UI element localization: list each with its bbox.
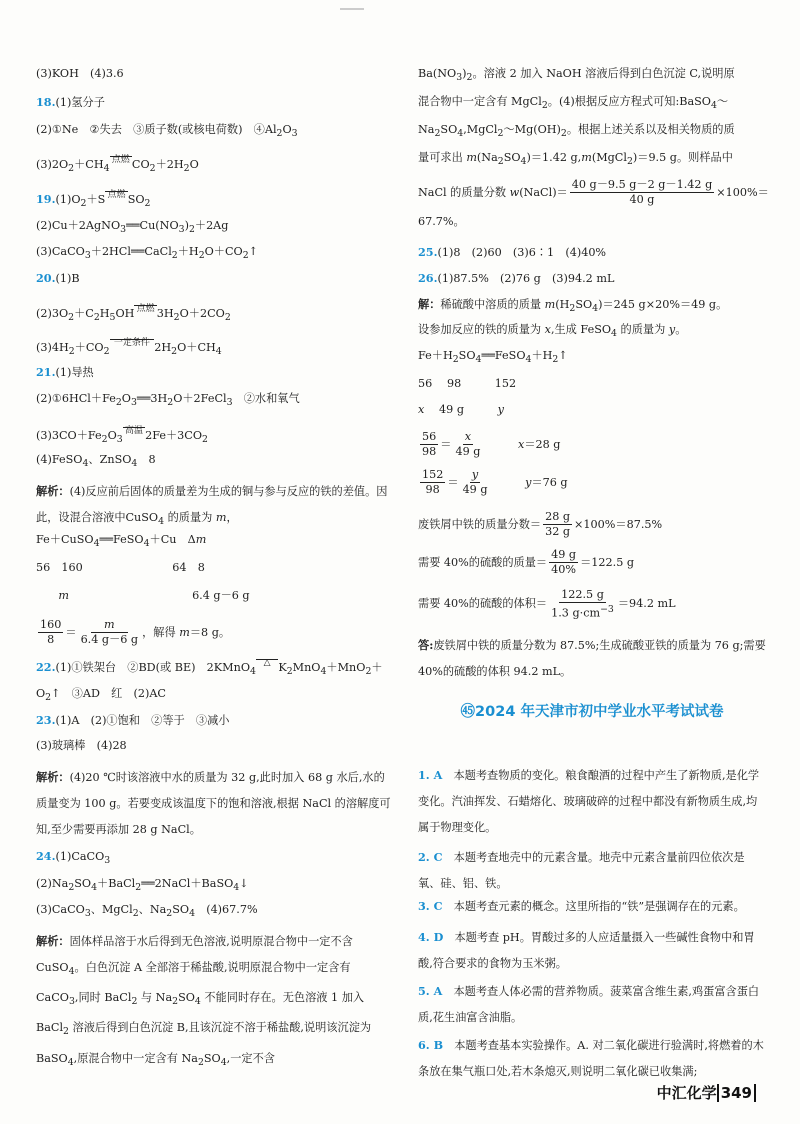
right-line-0 — [418, 66, 735, 86]
question-number: 23. — [36, 713, 56, 727]
line-text: 56 98 152 — [418, 377, 517, 390]
right-line-10 — [418, 348, 568, 368]
left-line-16 — [36, 560, 205, 576]
line-text: (1)CaCO$_3$ — [55, 850, 111, 867]
right-line-3 — [418, 150, 733, 170]
line-text: $(3)2O_2+CH_4$ 点燃 $CO_2+2H_2O$ — [36, 155, 199, 175]
left-line-5 — [36, 218, 228, 238]
left-line-22 — [36, 738, 127, 754]
right-line-2 — [418, 122, 735, 142]
line-text: Fe＋CuSO$_4$══FeSO$_4$＋Cu Δm — [36, 533, 207, 550]
line-text: 废铁屑中铁的质量分数＝ $\frac{28 g}{32 g}$ ×100%＝87.5% — [418, 510, 663, 538]
line-text: $(2)3O_2+C_2H_5OH$ 点燃 $3H_2O+2CO_2$ — [36, 304, 231, 324]
line-text: $Na_2SO_4,MgCl_2\sim Mg(OH)_2$。根据上述关系以及相关物质的质 — [418, 123, 735, 140]
right-line-9 — [418, 322, 686, 342]
left-line-0 — [36, 66, 124, 82]
left-line-20 — [36, 686, 166, 706]
line-text: 解析：(4)20 ℃时该溶液中水的质量为 32 g,此时加入 68 g 水后,水的质量变为 100 g。若要变成该温度下的饱和溶液,根据 NaCl 的溶解度可知,至少需要再添加 28 g NaCl。 — [36, 770, 391, 836]
left-line-21 — [36, 712, 230, 729]
right-line-5 — [418, 214, 465, 230]
line-text: 混合物中一定含有 MgCl$_2$。(4)根据反应方程式可知:BaSO$_4$～ — [418, 95, 729, 112]
line-text: 本题考查基本实验操作。A. 对二氧化碳进行验满时,将燃着的木条放在集气瓶口处,若木条熄灭,则说明二氧化碳已收集满; — [418, 1039, 764, 1078]
question-number: 1. A — [418, 768, 443, 782]
right-line-19 — [418, 762, 766, 841]
question-number: 4. D — [418, 930, 444, 944]
right-line-13 — [418, 430, 560, 459]
left-line-25 — [36, 876, 249, 896]
line-text: (1)导热 — [55, 366, 94, 379]
right-line-6 — [418, 244, 606, 261]
question-number: 21. — [36, 365, 56, 379]
line-text: (3)CaCO$_3$、MgCl$_2$、$Na_2SO_4$ (4)67.7% — [36, 903, 258, 920]
left-line-23 — [36, 764, 392, 843]
right-line-23 — [418, 978, 766, 1031]
question-number: 19. — [36, 192, 56, 206]
left-line-7 — [36, 270, 80, 287]
left-line-15 — [36, 532, 206, 552]
line-text: x 49 g y — [418, 403, 504, 416]
left-line-3 — [36, 153, 199, 177]
line-text: m 6.4 g－6 g — [58, 589, 250, 602]
question-number: 3. C — [418, 899, 443, 913]
left-line-6 — [36, 244, 258, 264]
left-line-18 — [36, 618, 230, 647]
line-text: $\frac{160}{8}$ ＝ $\frac{m}{6.4 g-6 g}$ ，解得 m＝8 g。 — [40, 618, 231, 646]
line-text: 本题考查 pH。胃酸过多的人应适量摄入一些碱性食物中和胃酸,符合要求的食物为玉米粥。 — [418, 931, 755, 970]
line-text: (4)FeSO$_4$、ZnSO$_4$ 8 — [36, 453, 156, 470]
left-line-2 — [36, 122, 298, 142]
left-line-1 — [36, 94, 105, 111]
line-text: $\frac{56}{98}$ ＝ $\frac{x}{49 g}$ x＝28 g — [422, 430, 561, 458]
line-text: 解析：(4)反应前后固体的质量差为生成的铜与参与反应的铁的差值。因此，设混合溶液中CuSO$_4$ 的质量为 m， — [36, 484, 388, 528]
line-text: (1)B — [55, 272, 80, 285]
right-line-16 — [418, 548, 634, 577]
question-number: 25. — [418, 245, 438, 259]
right-line-15 — [418, 510, 662, 539]
section-title: ㊺2024 年天津市初中学业水平考试试卷 — [460, 704, 724, 720]
right-line-11 — [418, 376, 516, 392]
line-text: (3)玻璃棒 (4)28 — [36, 739, 127, 752]
right-line-21 — [418, 898, 745, 915]
left-line-8 — [36, 302, 231, 326]
right-line-12 — [418, 402, 504, 418]
left-line-17 — [36, 588, 250, 604]
right-line-14 — [418, 468, 568, 497]
line-text: (1)氢分子 — [55, 96, 105, 109]
question-number: 26. — [418, 271, 438, 285]
right-line-18 — [418, 632, 766, 685]
left-line-26 — [36, 902, 258, 922]
right-line-20 — [418, 844, 766, 897]
left-line-19 — [36, 656, 383, 680]
page-top-mark — [340, 8, 364, 10]
left-line-4 — [36, 188, 150, 212]
line-text: 本题考查人体必需的营养物质。菠菜富含维生素,鸡蛋富含蛋白质,花生油富含油脂。 — [418, 985, 760, 1024]
question-number: 6. B — [418, 1038, 444, 1052]
right-line-1 — [418, 94, 728, 114]
right-line-22 — [418, 924, 766, 977]
left-line-13 — [36, 452, 156, 472]
line-text: 本题考查元素的概念。这里所指的“铁”是强调存在的元素。 — [442, 900, 745, 913]
line-text: 本题考查地壳中的元素含量。地壳中元素含量前四位依次是氧、硅、铝、铁。 — [418, 851, 745, 890]
footer-subject: 中汇化学 — [656, 1084, 717, 1102]
line-text: $(1)O_2+S$ 点燃 $SO_2$ — [55, 190, 151, 210]
line-text: 量可求出 $m(Na_2SO_4)=1.42$ g,m(MgCl$_2$)＝9.5 g。则样品中 — [418, 151, 733, 168]
left-line-11 — [36, 391, 300, 411]
line-text: 解：稀硫酸中溶质的质量 $m(H_2SO_4)=245$ g×20%＝49 g。 — [418, 297, 728, 315]
line-text: $(3)CaCO_3+2HCl══CaCl_2+H_2O+CO_2↑$ — [36, 245, 259, 262]
question-number: 18. — [36, 95, 56, 109]
line-text: $(3)4H_2+CO_2$ 一定条件 $2H_2O+CH_4$ — [36, 338, 222, 358]
line-text: 67.7%。 — [418, 215, 465, 228]
line-text: $(2)Cu+2AgNO_3══Cu(NO_3)_2+2Ag$ — [36, 219, 229, 236]
line-text: (1)A (2)①饱和 ②等于 ③减小 — [55, 714, 230, 727]
left-line-9 — [36, 336, 222, 360]
right-line-4 — [418, 178, 769, 207]
line-text: 本题考查物质的变化。粮食酿酒的过程中产生了新物质,是化学变化。汽油挥发、石蜡熔化、玻璃破碎的过程中都没有新物质生成,均属于物理变化。 — [418, 769, 760, 834]
question-number: 2. C — [418, 850, 443, 864]
line-text: 设参加反应的铁的质量为 x,生成 FeSO$_4$ 的质量为 y。 — [418, 323, 687, 340]
right-line-8 — [418, 296, 727, 317]
line-text: $\frac{152}{98}$ ＝ $\frac{y}{49 g}$ y＝76 g — [422, 468, 568, 496]
left-line-14 — [36, 478, 392, 535]
question-number: 22. — [36, 660, 56, 674]
line-text: (3)KOH (4)3.6 — [36, 67, 124, 80]
page-number: 349 — [717, 1084, 756, 1102]
line-text: 需要 40%的硫酸的体积＝ $\frac{122.5 g}{1.3 g\cdot cm^{-3}}$ ＝94.2 mL — [418, 588, 676, 620]
line-text: (1)87.5% (2)76 g (3)94.2 mL — [437, 272, 615, 285]
right-line-17 — [418, 588, 676, 621]
line-text: 56 160 64 8 — [36, 561, 205, 574]
line-text: NaCl 的质量分数 w(NaCl)＝ $\frac{40 g-9.5 g-2 g-1.42 g}{40 g}$ ×100%＝ — [418, 178, 769, 206]
line-text: (1)①铁架台 ②BD(或 BE) 2KMnO$_4$ △ $K_2MnO_4+MnO_2+$ — [55, 658, 383, 678]
left-line-27 — [36, 928, 392, 1076]
question-number: 20. — [36, 271, 56, 285]
page-footer — [657, 1082, 756, 1103]
line-text: $(2)①6HCl+Fe_2O_3══3H_2O+2FeCl_3$ ②水和氧气 — [36, 392, 300, 409]
left-line-12 — [36, 424, 208, 448]
left-line-24 — [36, 848, 110, 869]
line-text: $Fe+H_2SO_4══FeSO_4+H_2↑$ — [418, 349, 568, 366]
right-line-24 — [418, 1032, 766, 1085]
line-text: $Ba(NO_3)_2$。溶液 2 加入 NaOH 溶液后得到白色沉淀 C,说明原 — [418, 67, 735, 84]
line-text: 需要 40%的硫酸的质量＝ $\frac{49 g}{40\%}$ ＝122.5 g — [418, 548, 635, 576]
line-text: 解析：固体样品溶于水后得到无色溶液,说明原混合物中一定不含 CuSO$_4$。白色沉淀 A 全部溶于稀盐酸,说明原混合物中一定含有 CaCO$_3$,同时 BaCl$_2$ 与 $Na_2SO_4$ 不能同时存在。无色溶液 1 加入 BaCl$_2$ 溶液后得到白色沉淀 B,且该沉淀不溶于稀盐酸,说明该沉淀为 BaSO$_4$,原混合物中一定含有 $Na_2SO_4$,一定不含 — [36, 934, 372, 1068]
line-text: $O_2↑$ ③AD 红 (2)AC — [36, 687, 166, 704]
line-text: 答:废铁屑中铁的质量分数为 87.5%;生成硫酸亚铁的质量为 76 g;需要 40%的硫酸的体积 94.2 mL。 — [418, 638, 766, 678]
line-text: (2)①Ne ②失去 ③质子数(或核电荷数) $④Al_2O_3$ — [36, 123, 298, 140]
line-text: $(2)Na_2SO_4+BaCl_2══2NaCl+BaSO_4↓$ — [36, 877, 249, 894]
line-text: $(3)3CO+Fe_2O_3$ 高温 $2Fe+3CO_2$ — [36, 426, 208, 446]
question-number: 5. A — [418, 984, 443, 998]
left-line-10 — [36, 364, 94, 381]
question-number: 24. — [36, 849, 56, 863]
line-text: (1)8 (2)60 (3)6∶1 (4)40% — [437, 246, 607, 259]
right-line-7 — [418, 270, 614, 287]
